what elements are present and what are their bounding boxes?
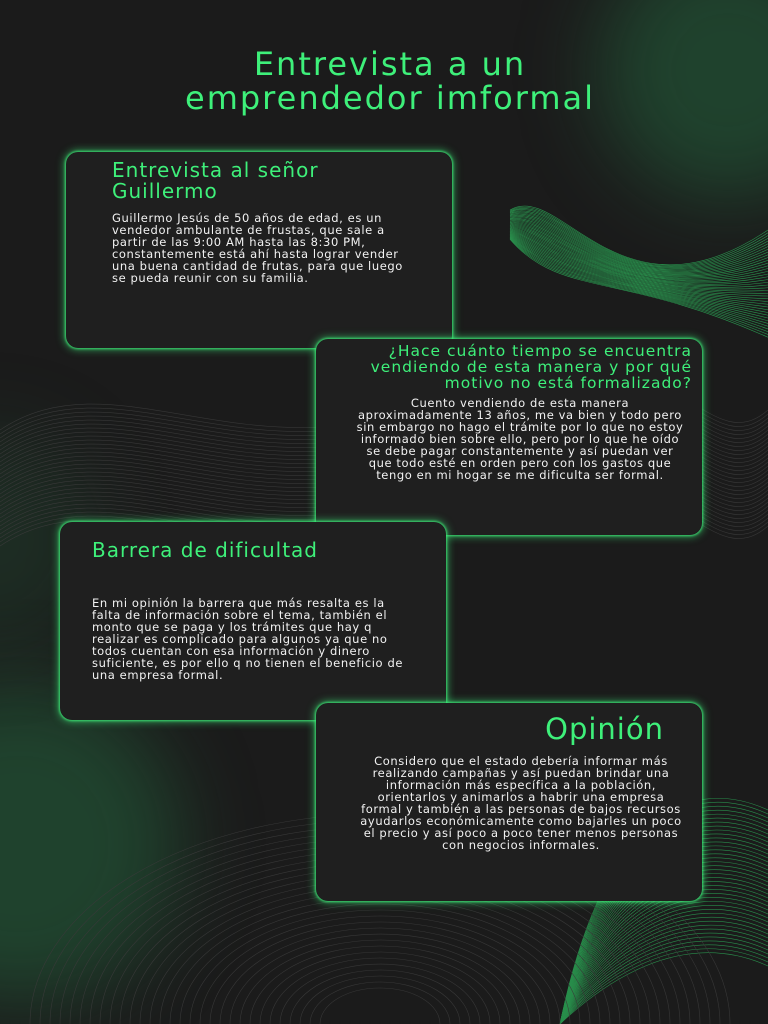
card-body: Guillermo Jesús de 50 años de edad, es un vendedor ambulante de frustas, que sale a partir de las 9:00 AM hasta las 8:30 PM, constantemente está ahí hasta lograr vender una buena cantidad de frutas, para que luego se pueda reunir con su familia.	[112, 211, 403, 285]
card-interview-intro	[66, 152, 452, 348]
card-body: Considero que el estado debería informar más realizando campañas y así puedan brindar una información más específica a la población, orientarlos y animarlos a habrir una empresa formal y también a las personas de bajos recursos ayudarlos económicamente como bajarles un poco el precio y así poco a poco tener menos personas con negocios informales.	[360, 754, 682, 852]
card-heading: Barrera de dificultad	[92, 538, 318, 562]
card-barrier	[60, 522, 446, 720]
card-question	[316, 339, 702, 535]
card-heading: Entrevista al señor Guillermo	[112, 158, 319, 203]
page-title: Entrevista a un emprendedor imformal	[185, 45, 595, 118]
card-heading: Opinión	[545, 712, 664, 746]
card-body: En mi opinión la barrera que más resalta es la falta de información sobre el tema, también el monto que se paga y los trámites que hay q realizar es complicado para algunos ya que no todos cuentan con esa información y dinero suficiente, es por ello q no tienen el beneficio de una empresa formal.	[92, 596, 404, 682]
card-body: Cuento vendiendo de esta manera aproximadamente 13 años, me va bien y todo pero sin embargo no hago el trámite por lo que no estoy informado bien sobre ello, pero por lo que he oído se debe pagar constantemente y así puedan ver que todo esté en orden pero con los gastos que tengo en mi hogar se me dificulta ser formal.	[356, 396, 684, 482]
card-opinion	[316, 703, 702, 901]
card-heading: ¿Hace cuánto tiempo se encuentra vendiendo de esta manera y por qué motivo no está formalizado?	[370, 342, 692, 392]
wave-top-right	[510, 206, 768, 337]
